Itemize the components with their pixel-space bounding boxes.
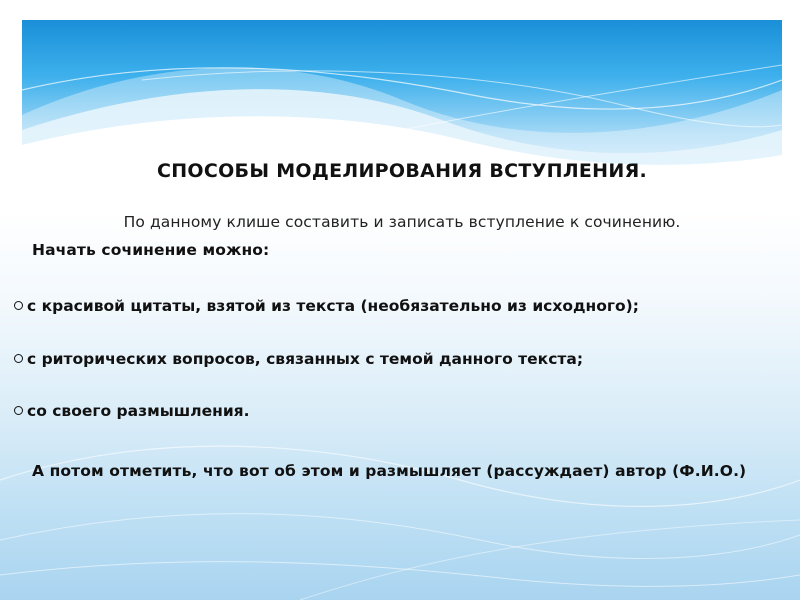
header-wave-banner	[22, 20, 782, 180]
bullet-item-questions	[14, 350, 583, 368]
bullet-item-quote	[14, 297, 639, 315]
bullet-circle-icon	[14, 301, 23, 310]
conclusion-text: А потом отметить, что вот об этом и размышляет (рассуждает) автор (Ф.И.О.)	[32, 462, 747, 480]
bullet-circle-icon	[14, 354, 23, 363]
slide-subtitle: По данному клише составить и записать вступление к сочинению.	[123, 213, 681, 231]
bullet-text: с красивой цитаты, взятой из текста (необязательно из исходного);	[27, 297, 639, 315]
bullet-text: со своего размышления.	[27, 402, 250, 420]
bullet-circle-icon	[14, 406, 23, 415]
intro-text: Начать сочинение можно:	[32, 241, 270, 259]
bullet-item-reflection	[14, 402, 250, 420]
slide-title: СПОСОБЫ МОДЕЛИРОВАНИЯ ВСТУПЛЕНИЯ.	[156, 160, 648, 182]
bullet-text: с риторических вопросов, связанных с темой данного текста;	[27, 350, 584, 368]
